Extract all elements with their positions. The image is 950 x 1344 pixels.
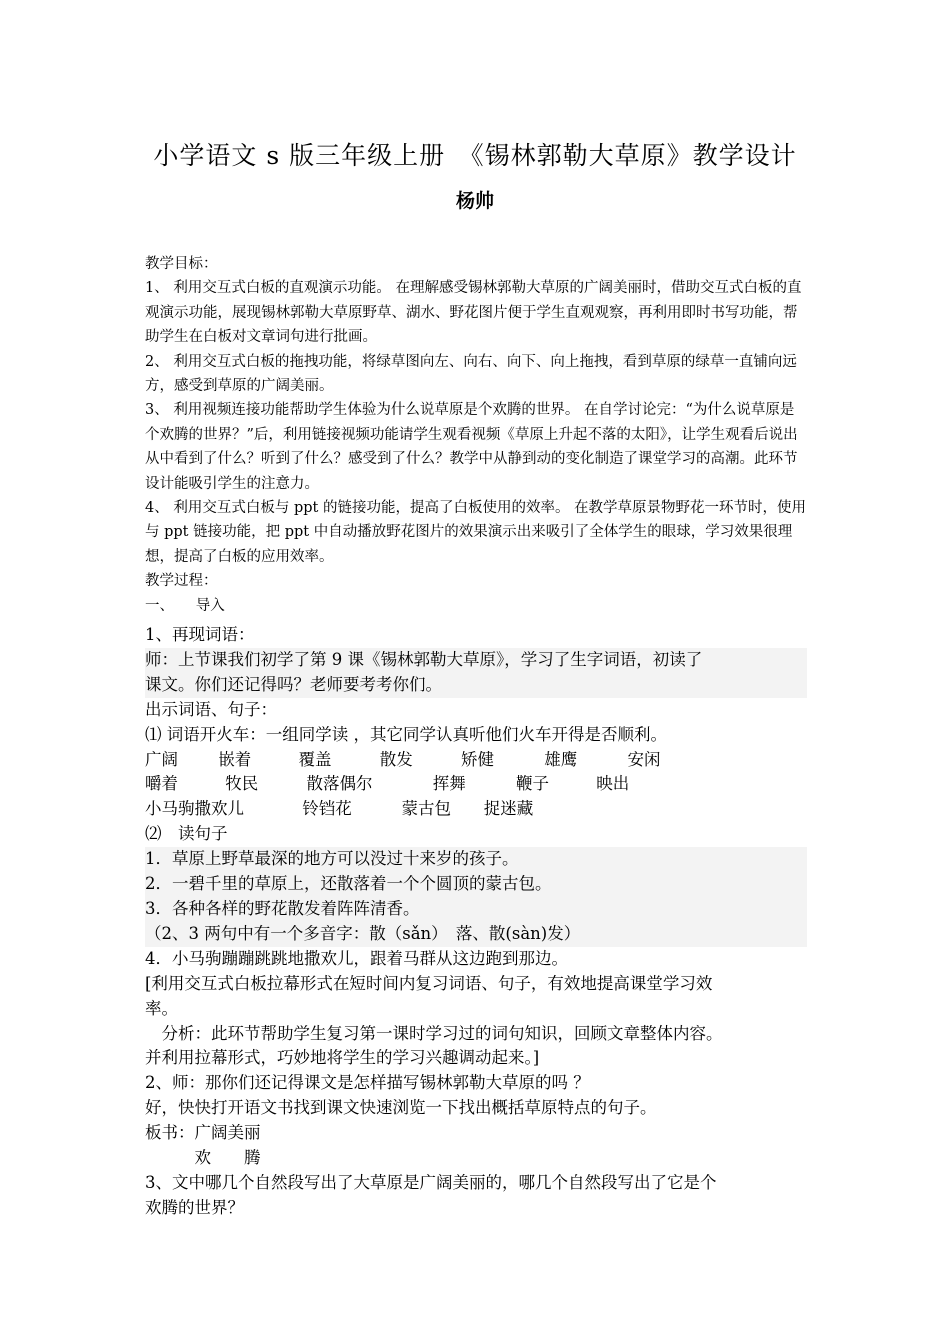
goal-item: 3、 利用视频连接功能帮助学生体验为什么说草原是个欢腾的世界。 在自学讨论完：“为什么说草原是个欢腾的世界？”后，利用链接视频功能请学生观看视频《草原上升起不落的太阳》，让学生观看后说出从中看到了什么？听到了什么？感受到了什么？教学中从静到动的变化制造了课堂学习的高潮。此环节设计能吸引学生的注意力。 xyxy=(145,402,798,492)
word-train-line: ⑴ 词语开火车：一组同学读 ，其它同学认真听他们火车开得是否顺利。 xyxy=(145,724,667,744)
word: 蒙古包 xyxy=(401,799,451,819)
section-heading: 一、 导入 xyxy=(145,597,225,614)
body-line: 欢腾的世界？ xyxy=(145,1197,244,1217)
step-heading: 1、再现词语： xyxy=(145,625,255,644)
show-line: 出示词语、句子： xyxy=(145,699,277,719)
step-heading: 2、师：那你们还记得课文是怎样描写锡林郭勒大草原的吗 ？ xyxy=(145,1073,590,1093)
word: 牧民 xyxy=(225,774,259,794)
word: 挥舞 xyxy=(432,774,466,794)
author-name: 杨帅 xyxy=(455,190,494,212)
analysis-line: 并利用拉幕形式，巧妙地将学生的学习兴趣调动起来。] xyxy=(145,1048,540,1068)
goal-item: 1、 利用交互式白板的直观演示功能。 在理解感受锡林郭勒大草原的广阔美丽时，借助交互式白板的直观演示功能，展现锡林郭勒大草原野草、湖水、野花图片便于学生直观观察，再利用即时书写功能，帮助学生在白板对文章词句进行批画。 xyxy=(145,280,802,346)
word: 映出 xyxy=(596,774,630,794)
shaded-block xyxy=(145,847,807,947)
note-line: [利用交互式白板拉幕形式在短时间内复习词语、句子，有效地提高课堂学习效 xyxy=(145,973,713,993)
sentence: 1．草原上野草最深的地方可以没过十来岁的孩子。 xyxy=(145,849,519,869)
word-row xyxy=(145,748,807,773)
teaching-process xyxy=(145,623,807,1221)
document-title: 小学语文 s 版三年级上册 《锡林郭勒大草原》教学设计 xyxy=(153,141,797,170)
note-line: 率。 xyxy=(145,998,178,1018)
word: 覆盖 xyxy=(298,749,332,769)
word: 散发 xyxy=(379,749,413,769)
teaching-goals xyxy=(145,252,807,618)
word: 嵌着 xyxy=(218,749,252,769)
word: 广阔 xyxy=(145,749,178,769)
word: 散落偶尔 xyxy=(306,774,373,794)
teacher-line: 课文。你们还记得吗？老师要考考你们。 xyxy=(145,674,442,694)
read-heading: ⑵ 读句子 xyxy=(145,824,228,844)
word: 铃铛花 xyxy=(302,799,352,819)
board-line: 欢 腾 xyxy=(145,1148,261,1168)
word: 矫健 xyxy=(461,749,494,769)
sentence: 2．一碧千里的草原上，还散落着一个个圆顶的蒙古包。 xyxy=(145,874,552,894)
goal-item: 4、 利用交互式白板与 ppt 的链接功能，提高了白板使用的效率。 在教学草原景物野花一环节时，使用与 ppt 链接功能，把 ppt 中自动播放野花图片的效果演示出来吸引了全体学生的眼球，学习效果很理想，提高了白板的应用效率。 xyxy=(145,500,807,565)
word: 安闲 xyxy=(627,749,661,769)
process-heading: 教学过程： xyxy=(145,573,218,590)
sentence: 4．小马驹蹦蹦跳跳地撒欢儿，跟着马群从这边跑到那边。 xyxy=(145,948,568,968)
goals-heading: 教学目标： xyxy=(145,256,218,272)
word-row xyxy=(145,772,807,797)
board-line: 板书：广阔美丽 xyxy=(145,1123,261,1143)
step-heading: 3、文中哪几个自然段写出了大草原是广阔美丽的，哪几个自然段写出了它是个 xyxy=(145,1172,717,1192)
body-line: 好，快快打开语文书找到课文快速浏览一下找出概括草原特点的句子。 xyxy=(145,1098,657,1118)
word: 雄鹰 xyxy=(544,749,578,769)
word: 鞭子 xyxy=(516,774,549,794)
shaded-block xyxy=(145,648,807,698)
word: 嚼着 xyxy=(145,774,178,794)
word: 小马驹撒欢儿 xyxy=(145,799,244,819)
sentence: 3．各种各样的野花散发着阵阵清香。 xyxy=(145,898,420,918)
word-row xyxy=(145,797,807,822)
teacher-line: 师：上节课我们初学了第 9 课《锡林郭勒大草原》，学习了生字词语，初读了 xyxy=(145,649,703,669)
goal-item: 2、 利用交互式白板的拖拽功能，将绿草图向左、向右、向下、向上拖拽，看到草原的绿草一直铺向远方，感受到草原的广阔美丽。 xyxy=(145,353,797,395)
analysis-line: 分析：此环节帮助学生复习第一课时学习过的词句知识，回顾文章整体内容。 xyxy=(145,1023,723,1043)
word: 捉迷藏 xyxy=(483,799,534,819)
sentence: （2、3 两句中有一个多音字：散（sǎn） 落、散(sàn)发） xyxy=(145,923,581,943)
